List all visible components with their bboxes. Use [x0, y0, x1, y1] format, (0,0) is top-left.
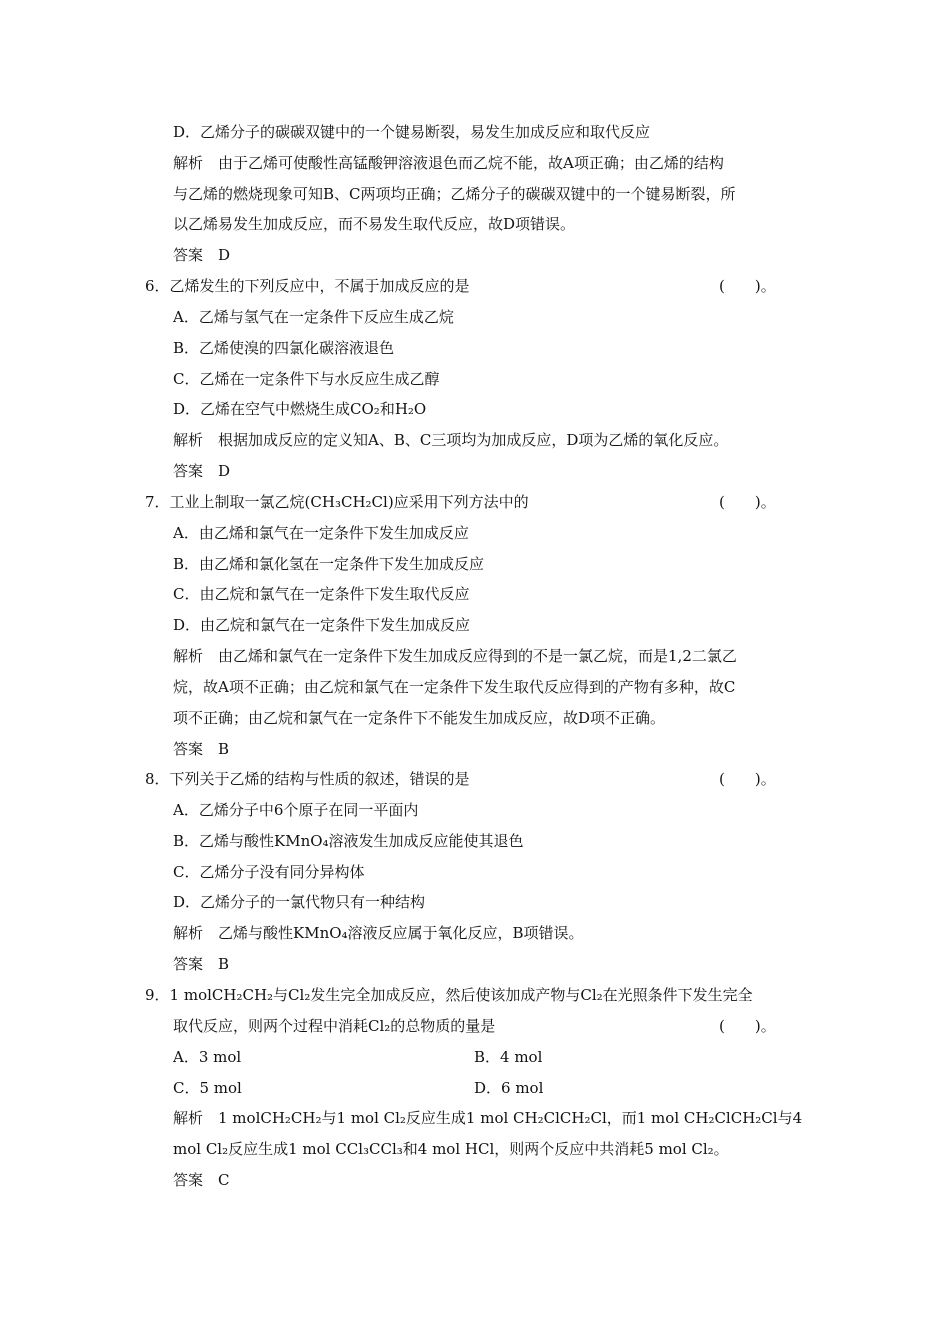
q5-analysis-line3: 以乙烯易发生加成反应，而不易发生取代反应，故D项错误。 — [173, 215, 576, 233]
q7-option-c: C．由乙烷和氯气在一定条件下发生取代反应 — [173, 585, 470, 603]
q7-option-d: D．由乙烷和氯气在一定条件下发生加成反应 — [173, 616, 471, 634]
q8-stem: 8．下列关于乙烯的结构与性质的叙述，错误的是 — [145, 770, 470, 788]
q9-answer: 答案 C — [173, 1171, 230, 1189]
q6-option-a: A．乙烯与氢气在一定条件下反应生成乙烷 — [173, 308, 454, 326]
q9-answer-blank: ( )。 — [719, 1017, 776, 1035]
q7-stem: 7．工业上制取一氯乙烷(CH₃CH₂Cl)应采用下列方法中的 — [145, 493, 529, 511]
q8-analysis: 解析 乙烯与酸性KMnO₄溶液反应属于氧化反应，B项错误。 — [173, 924, 584, 942]
q7-analysis-line3: 项不正确；由乙烷和氯气在一定条件下不能发生加成反应，故D项不正确。 — [173, 709, 666, 727]
q5-option-d: D．乙烯分子的碳碳双键中的一个键易断裂，易发生加成反应和取代反应 — [173, 123, 651, 141]
q9-stem-line2: 取代反应，则两个过程中消耗Cl₂的总物质的量是 — [173, 1017, 496, 1035]
q9-analysis-line1: 解析 1 molCH₂CH₂与1 mol Cl₂反应生成1 mol CH₂ClCH₂Cl，而1 mol CH₂ClCH₂Cl与4 — [173, 1109, 803, 1127]
q6-answer: 答案 D — [173, 462, 231, 480]
q8-answer: 答案 B — [173, 955, 230, 973]
q5-analysis-line1: 解析 由于乙烯可使酸性高锰酸钾溶液退色而乙烷不能，故A项正确；由乙烯的结构 — [173, 154, 724, 172]
q8-option-b: B．乙烯与酸性KMnO₄溶液发生加成反应能使其退色 — [173, 832, 524, 850]
q6-analysis: 解析 根据加成反应的定义知A、B、C三项均为加成反应，D项为乙烯的氧化反应。 — [173, 431, 729, 449]
q8-answer-blank: ( )。 — [719, 770, 776, 788]
q9-stem-line1: 9．1 molCH₂CH₂与Cl₂发生完全加成反应，然后使该加成产物与Cl₂在光照条件下发生完全 — [145, 986, 753, 1004]
q6-option-d: D．乙烯在空气中燃烧生成CO₂和H₂O — [173, 400, 427, 418]
q7-analysis-line2: 烷，故A项不正确；由乙烷和氯气在一定条件下发生取代反应得到的产物有多种，故C — [173, 678, 736, 696]
q5-answer: 答案 D — [173, 246, 231, 264]
q6-answer-blank: ( )。 — [719, 277, 776, 295]
q9-option-a: A．3 mol — [173, 1048, 242, 1066]
q8-option-a: A．乙烯分子中6个原子在同一平面内 — [173, 801, 419, 819]
q7-option-a: A．由乙烯和氯气在一定条件下发生加成反应 — [173, 524, 469, 542]
q6-stem: 6．乙烯发生的下列反应中，不属于加成反应的是 — [145, 277, 470, 295]
q9-option-d: D．6 mol — [474, 1079, 544, 1097]
q7-analysis-line1: 解析 由乙烯和氯气在一定条件下发生加成反应得到的不是一氯乙烷，而是1,2二氯乙 — [173, 647, 737, 665]
q8-option-c: C．乙烯分子没有同分异构体 — [173, 863, 365, 881]
q9-option-c: C．5 mol — [173, 1079, 242, 1097]
q8-option-d: D．乙烯分子的一氯代物只有一种结构 — [173, 893, 426, 911]
q9-analysis-line2: mol Cl₂反应生成1 mol CCl₃CCl₃和4 mol HCl，则两个反应中共消耗5 mol Cl₂。 — [173, 1140, 729, 1158]
q7-option-b: B．由乙烯和氯化氢在一定条件下发生加成反应 — [173, 555, 485, 573]
q5-analysis-line2: 与乙烯的燃烧现象可知B、C两项均正确；乙烯分子的碳碳双键中的一个键易断裂，所 — [173, 185, 736, 203]
q6-option-b: B．乙烯使溴的四氯化碳溶液退色 — [173, 339, 395, 357]
q6-option-c: C．乙烯在一定条件下与水反应生成乙醇 — [173, 370, 440, 388]
q7-answer: 答案 B — [173, 740, 230, 758]
q9-option-b: B．4 mol — [474, 1048, 543, 1066]
q7-answer-blank: ( )。 — [719, 493, 776, 511]
